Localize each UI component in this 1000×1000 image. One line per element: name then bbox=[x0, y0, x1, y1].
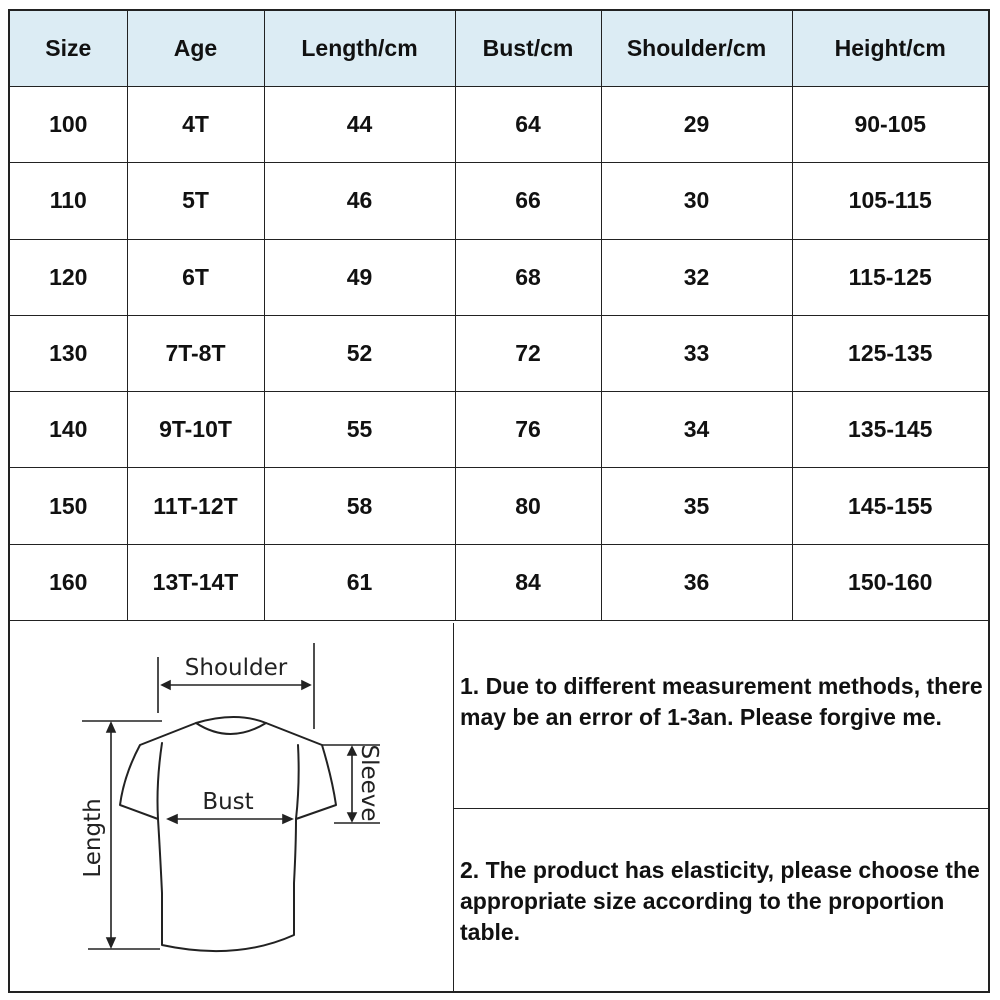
cell-size: 120 bbox=[10, 239, 127, 315]
cell-bust: 66 bbox=[455, 163, 601, 239]
size-table bbox=[10, 11, 988, 621]
cell-bust: 84 bbox=[455, 544, 601, 620]
length-label: Length bbox=[80, 798, 106, 878]
cell-length: 49 bbox=[264, 239, 455, 315]
cell-age: 13T-14T bbox=[127, 544, 264, 620]
cell-size: 150 bbox=[10, 468, 127, 544]
cell-age: 9T-10T bbox=[127, 392, 264, 468]
shoulder-label: Shoulder bbox=[184, 655, 288, 681]
note-elasticity: 2. The product has elasticity, please choose the appropriate size according to the proportion table. bbox=[460, 857, 980, 945]
measurement-diagram bbox=[10, 623, 454, 993]
cell-shoulder: 34 bbox=[601, 392, 792, 468]
tshirt-collar bbox=[196, 723, 266, 734]
cell-bust: 64 bbox=[455, 87, 601, 163]
bottom-section bbox=[10, 623, 988, 993]
bust-label: Bust bbox=[202, 789, 254, 815]
cell-height: 145-155 bbox=[792, 468, 988, 544]
cell-shoulder: 32 bbox=[601, 239, 792, 315]
table-row bbox=[10, 544, 988, 620]
header-age: Age bbox=[127, 11, 264, 87]
cell-size: 100 bbox=[10, 87, 127, 163]
cell-age: 7T-8T bbox=[127, 315, 264, 391]
cell-size: 140 bbox=[10, 392, 127, 468]
cell-size: 130 bbox=[10, 315, 127, 391]
header-size: Size bbox=[10, 11, 127, 87]
table-row bbox=[10, 87, 988, 163]
table-row bbox=[10, 392, 988, 468]
cell-height: 150-160 bbox=[792, 544, 988, 620]
table-row bbox=[10, 239, 988, 315]
cell-size: 160 bbox=[10, 544, 127, 620]
cell-length: 52 bbox=[264, 315, 455, 391]
notes-panel bbox=[454, 623, 988, 993]
cell-size: 110 bbox=[10, 163, 127, 239]
cell-age: 5T bbox=[127, 163, 264, 239]
cell-length: 58 bbox=[264, 468, 455, 544]
cell-age: 4T bbox=[127, 87, 264, 163]
cell-shoulder: 36 bbox=[601, 544, 792, 620]
cell-bust: 68 bbox=[455, 239, 601, 315]
header-length: Length/cm bbox=[264, 11, 455, 87]
header-height: Height/cm bbox=[792, 11, 988, 87]
cell-length: 44 bbox=[264, 87, 455, 163]
table-header-row bbox=[10, 11, 988, 87]
cell-height: 90-105 bbox=[792, 87, 988, 163]
cell-length: 61 bbox=[264, 544, 455, 620]
table-row bbox=[10, 468, 988, 544]
header-bust: Bust/cm bbox=[455, 11, 601, 87]
cell-height: 135-145 bbox=[792, 392, 988, 468]
tshirt-outline bbox=[120, 717, 336, 951]
table-row bbox=[10, 163, 988, 239]
cell-shoulder: 35 bbox=[601, 468, 792, 544]
cell-height: 125-135 bbox=[792, 315, 988, 391]
cell-bust: 80 bbox=[455, 468, 601, 544]
cell-length: 46 bbox=[264, 163, 455, 239]
cell-age: 11T-12T bbox=[127, 468, 264, 544]
header-shoulder: Shoulder/cm bbox=[601, 11, 792, 87]
cell-length: 55 bbox=[264, 392, 455, 468]
cell-shoulder: 30 bbox=[601, 163, 792, 239]
tshirt-measure-svg bbox=[10, 623, 454, 993]
cell-age: 6T bbox=[127, 239, 264, 315]
sleeve-label: Sleeve bbox=[356, 744, 382, 822]
note-measurement-error: 1. Due to different measurement methods, there may be an error of 1-3an. Please forgive me. bbox=[454, 623, 988, 809]
cell-shoulder: 29 bbox=[601, 87, 792, 163]
cell-shoulder: 33 bbox=[601, 315, 792, 391]
cell-bust: 72 bbox=[455, 315, 601, 391]
cell-height: 105-115 bbox=[792, 163, 988, 239]
cell-height: 115-125 bbox=[792, 239, 988, 315]
cell-bust: 76 bbox=[455, 392, 601, 468]
table-row bbox=[10, 315, 988, 391]
size-chart bbox=[8, 9, 990, 993]
